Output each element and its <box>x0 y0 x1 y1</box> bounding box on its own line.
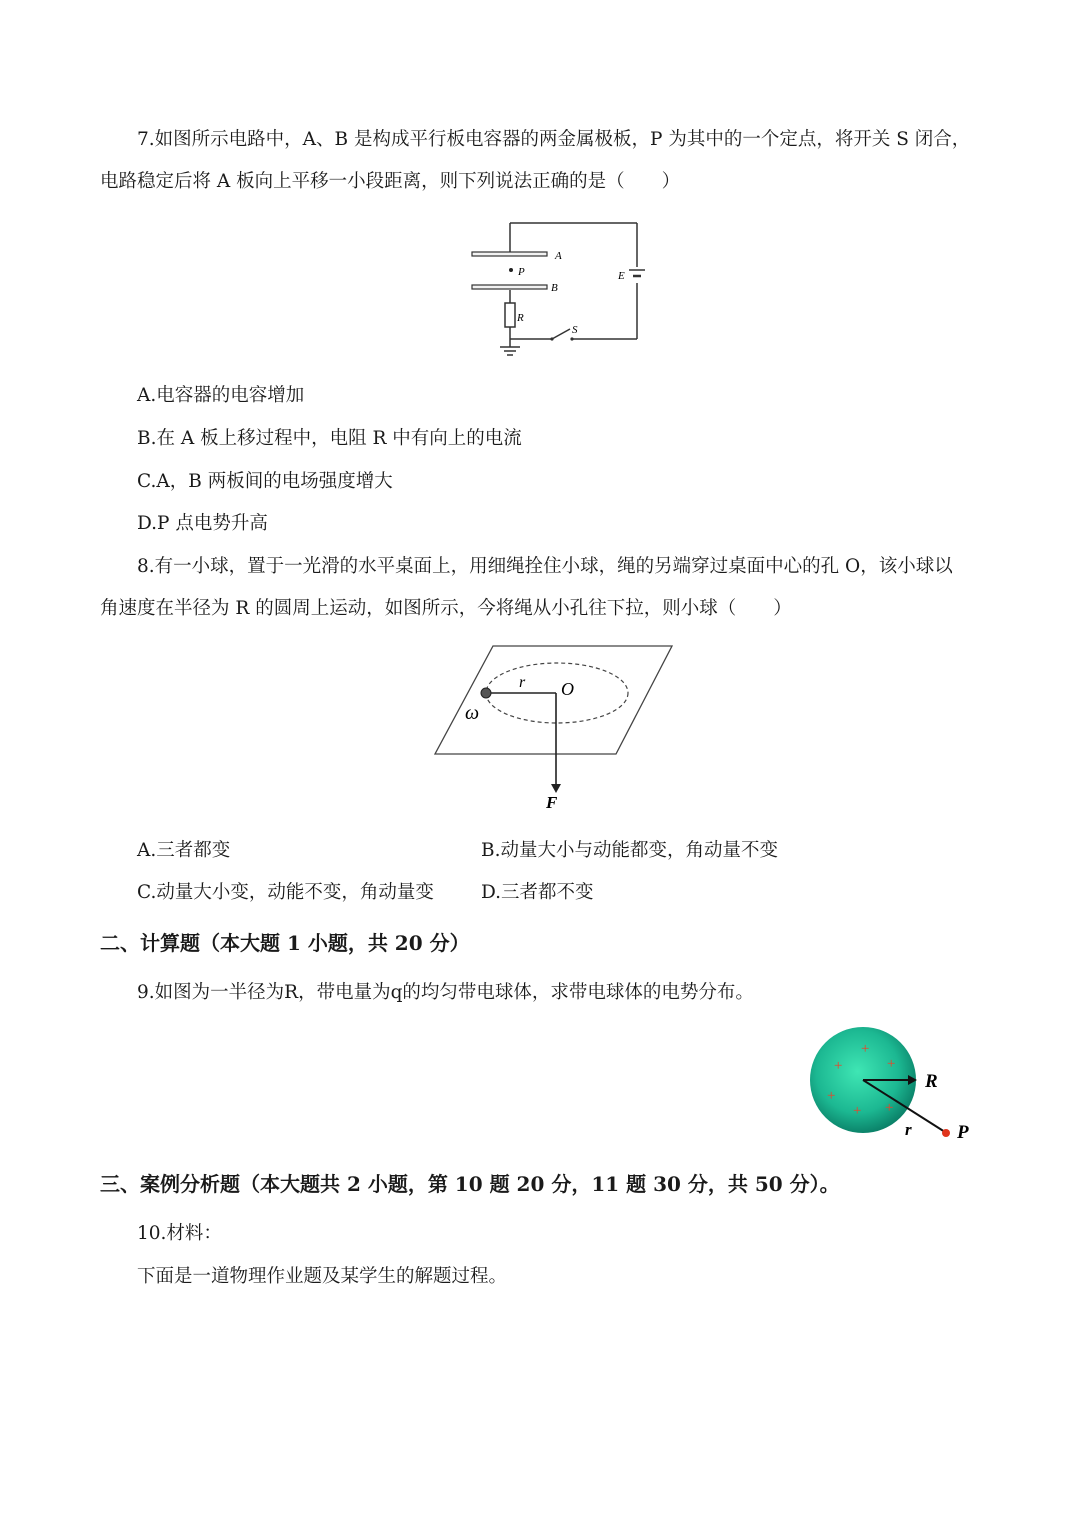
q8-stem-line1: 8.有一小球，置于一光滑的水平桌面上，用细绳拴住小球，绳的另端穿过桌面中心的孔 O，该小球以 <box>137 556 953 577</box>
label-b: B <box>551 282 558 294</box>
plus-sign-5: + <box>852 1103 863 1119</box>
q7-option-b: B.在 A 板上移过程中，电阻 R 中有向上的电流 <box>137 428 522 449</box>
label-omega: ω <box>465 702 480 724</box>
point-p-dot <box>509 268 513 272</box>
label-a: A <box>555 250 562 262</box>
q7-stem-line1: 7.如图所示电路中，A、B 是构成平行板电容器的两金属极板，P 为其中的一个定点，将开关 S 闭合， <box>137 129 971 150</box>
q8-stem-line2: 角速度在半径为 R 的圆周上运动，如图所示，今将绳从小孔往下拉，则小球（ ） <box>100 598 792 619</box>
label-p: P <box>957 1122 969 1143</box>
label-p: P <box>518 266 525 278</box>
q8-option-b: B.动量大小与动能都变，角动量不变 <box>481 840 778 861</box>
label-r: R <box>517 312 524 324</box>
capacitor-circuit-figure <box>460 215 650 360</box>
force-arrowhead <box>551 784 561 793</box>
tabletop <box>435 646 672 754</box>
point-p <box>942 1129 950 1137</box>
q9-text: 9.如图为一半径为R，带电量为q的均匀带电球体，求带电球体的电势分布。 <box>137 982 754 1003</box>
section3-heading: 三、案例分析题（本大题共 2 小题，第 10 题 20 分，11 题 30 分，共 50 分）。 <box>100 1172 840 1196</box>
label-e: E <box>618 270 625 282</box>
plate-b <box>472 285 547 289</box>
label-small-r: r <box>905 1120 912 1139</box>
q7-stem-line2: 电路稳定后将 A 板向上平移一小段距离，则下列说法正确的是（ ） <box>100 171 681 192</box>
plus-sign-4: + <box>826 1088 837 1104</box>
label-o: O <box>561 679 574 699</box>
label-r: r <box>519 674 526 691</box>
q7-option-a: A.电容器的电容增加 <box>137 385 305 406</box>
plate-a <box>472 252 547 256</box>
q7-option-d: D.P 点电势升高 <box>137 513 268 534</box>
plus-sign-2: + <box>833 1058 844 1074</box>
rotating-ball-figure <box>430 640 680 820</box>
plus-sign-1: + <box>860 1041 871 1057</box>
q10-title: 10.材料： <box>137 1223 222 1244</box>
q8-option-d: D.三者都不变 <box>481 882 594 903</box>
label-f: F <box>546 793 558 812</box>
plus-sign-3: + <box>886 1056 897 1072</box>
label-big-r: R <box>925 1071 938 1092</box>
q8-option-c: C.动量大小变，动能不变，角动量变 <box>137 882 434 903</box>
section2-heading: 二、计算题（本大题 1 小题，共 20 分） <box>100 931 470 955</box>
label-s: S <box>572 324 578 336</box>
q7-option-c: C.A，B 两板间的电场强度增大 <box>137 471 393 492</box>
charged-sphere-figure <box>800 1020 990 1150</box>
q10-text: 下面是一道物理作业题及某学生的解题过程。 <box>137 1266 508 1287</box>
resistor-r <box>505 303 515 327</box>
q8-option-a: A.三者都变 <box>137 840 231 861</box>
plus-sign-6: + <box>884 1100 895 1116</box>
ball <box>481 688 491 698</box>
